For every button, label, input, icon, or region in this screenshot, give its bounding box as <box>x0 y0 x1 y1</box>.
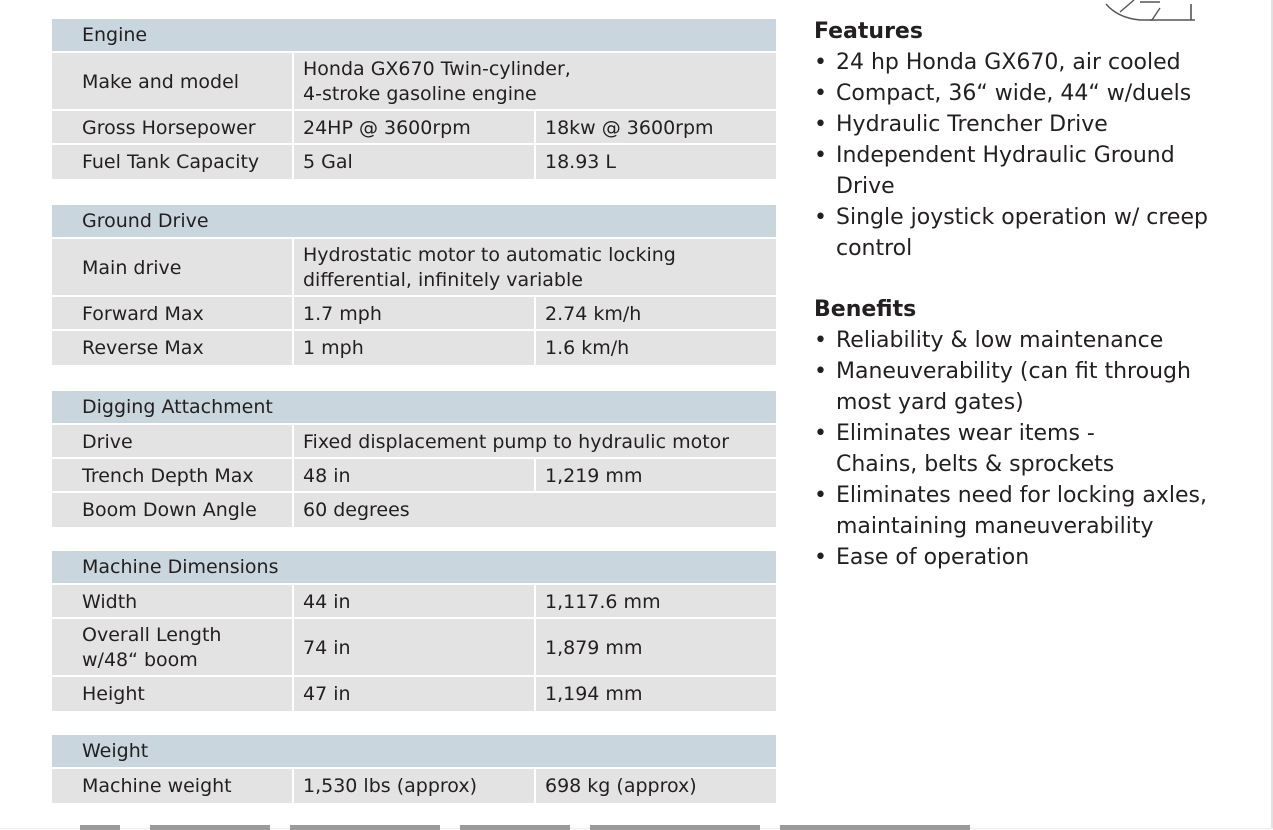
bullet-icon: • <box>814 50 827 75</box>
row-label: Trench Depth Max <box>52 459 294 493</box>
row-imperial-value: 1,530 lbs (approx) <box>294 769 536 803</box>
row-metric-value: 18.93 L <box>545 150 617 173</box>
row-imperial-value: 44 in <box>294 585 536 619</box>
weight-table <box>52 735 776 803</box>
feature-text: Single joystick operation w/ creep control <box>836 205 1208 261</box>
row-metric-value: 1,117.6 mm <box>545 590 661 613</box>
row-label: Machine weight <box>52 769 294 803</box>
row-label: Main drive <box>52 239 294 297</box>
feature-text: Independent Hydraulic Ground Drive <box>836 143 1175 199</box>
list-item <box>814 78 1234 109</box>
bullet-icon: • <box>814 545 827 570</box>
ground-drive-table <box>52 205 776 365</box>
list-item <box>814 418 1234 480</box>
bullet-icon: • <box>814 112 827 137</box>
benefits-list <box>814 325 1234 573</box>
table-row <box>52 331 776 365</box>
machine-dimensions-header: Machine Dimensions <box>52 551 776 585</box>
row-metric-value: 2.74 km/h <box>545 302 642 325</box>
table-row <box>52 585 776 619</box>
benefit-text: Eliminates need for locking axles, maintaining maneuverability <box>836 483 1207 539</box>
row-imperial-value: 48 in <box>294 459 536 493</box>
row-imperial-value: 5 Gal <box>294 145 536 179</box>
features-benefits-panel <box>814 16 1234 573</box>
row-label: Reverse Max <box>52 331 294 365</box>
row-label: Fuel Tank Capacity <box>52 145 294 179</box>
spec-tables <box>52 19 776 827</box>
row-metric-value: 1,219 mm <box>545 464 643 487</box>
benefits-title: Benefits <box>814 297 917 322</box>
list-item <box>814 356 1234 418</box>
row-value: 60 degrees <box>303 498 410 521</box>
table-row <box>52 145 776 179</box>
row-imperial-value: 1.7 mph <box>294 297 536 331</box>
table-row <box>52 619 776 677</box>
list-item <box>814 480 1234 542</box>
row-metric-value: 1,879 mm <box>545 636 643 659</box>
row-label: Make and model <box>52 53 294 111</box>
row-label: Width <box>52 585 294 619</box>
row-metric-value: 698 kg (approx) <box>545 774 697 797</box>
digging-attachment-table <box>52 391 776 527</box>
engine-table <box>52 19 776 179</box>
list-item <box>814 140 1234 202</box>
row-value: Honda GX670 Twin-cylinder, 4-stroke gasoline engine <box>303 58 571 105</box>
digging-attachment-header: Digging Attachment <box>52 391 776 425</box>
bullet-icon: • <box>814 81 827 106</box>
row-metric-value: 18kw @ 3600rpm <box>545 116 714 139</box>
table-row <box>52 297 776 331</box>
features-list <box>814 47 1234 264</box>
list-item <box>814 109 1234 140</box>
table-row <box>52 239 776 297</box>
machine-dimensions-table <box>52 551 776 711</box>
row-label: Boom Down Angle <box>52 493 294 527</box>
table-row <box>52 769 776 803</box>
row-imperial-value: 47 in <box>294 677 536 711</box>
engine-header: Engine <box>52 19 776 53</box>
row-metric-value: 1,194 mm <box>545 682 643 705</box>
benefit-text: Eliminates wear items - Chains, belts & sprockets <box>836 421 1115 477</box>
ground-drive-header: Ground Drive <box>52 205 776 239</box>
row-label: Height <box>52 677 294 711</box>
list-item <box>814 202 1234 264</box>
list-item <box>814 47 1234 78</box>
row-value: Fixed displacement pump to hydraulic motor <box>303 430 730 453</box>
table-row <box>52 111 776 145</box>
benefit-text: Ease of operation <box>836 545 1030 570</box>
row-label: Forward Max <box>52 297 294 331</box>
bullet-icon: • <box>814 483 827 508</box>
list-item <box>814 325 1234 356</box>
feature-text: Compact, 36“ wide, 44“ w/duels <box>836 81 1192 106</box>
feature-text: Hydraulic Trencher Drive <box>836 112 1108 137</box>
bullet-icon: • <box>814 421 827 446</box>
row-label: Drive <box>52 425 294 459</box>
bullet-icon: • <box>814 328 827 353</box>
row-imperial-value: 1 mph <box>294 331 536 365</box>
table-row <box>52 53 776 111</box>
table-row <box>52 493 776 527</box>
row-imperial-value: 24HP @ 3600rpm <box>294 111 536 145</box>
bullet-icon: • <box>814 359 827 384</box>
feature-text: 24 hp Honda GX670, air cooled <box>836 50 1181 75</box>
row-value: Hydrostatic motor to automatic locking differential, infinitely variable <box>303 244 676 291</box>
row-metric-value: 1.6 km/h <box>545 336 630 359</box>
table-row <box>52 425 776 459</box>
bullet-icon: • <box>814 205 827 230</box>
row-imperial-value: 74 in <box>294 619 536 677</box>
row-label: Gross Horsepower <box>52 111 294 145</box>
table-row <box>52 677 776 711</box>
benefit-text: Maneuverability (can fit through most yard gates) <box>836 359 1191 415</box>
weight-header: Weight <box>52 735 776 769</box>
row-label: Overall Length w/48“ boom <box>52 619 294 677</box>
list-item <box>814 542 1234 573</box>
bullet-icon: • <box>814 143 827 168</box>
features-title: Features <box>814 19 923 44</box>
table-row <box>52 459 776 493</box>
benefit-text: Reliability & low maintenance <box>836 328 1164 353</box>
benefits-block <box>814 294 1234 573</box>
